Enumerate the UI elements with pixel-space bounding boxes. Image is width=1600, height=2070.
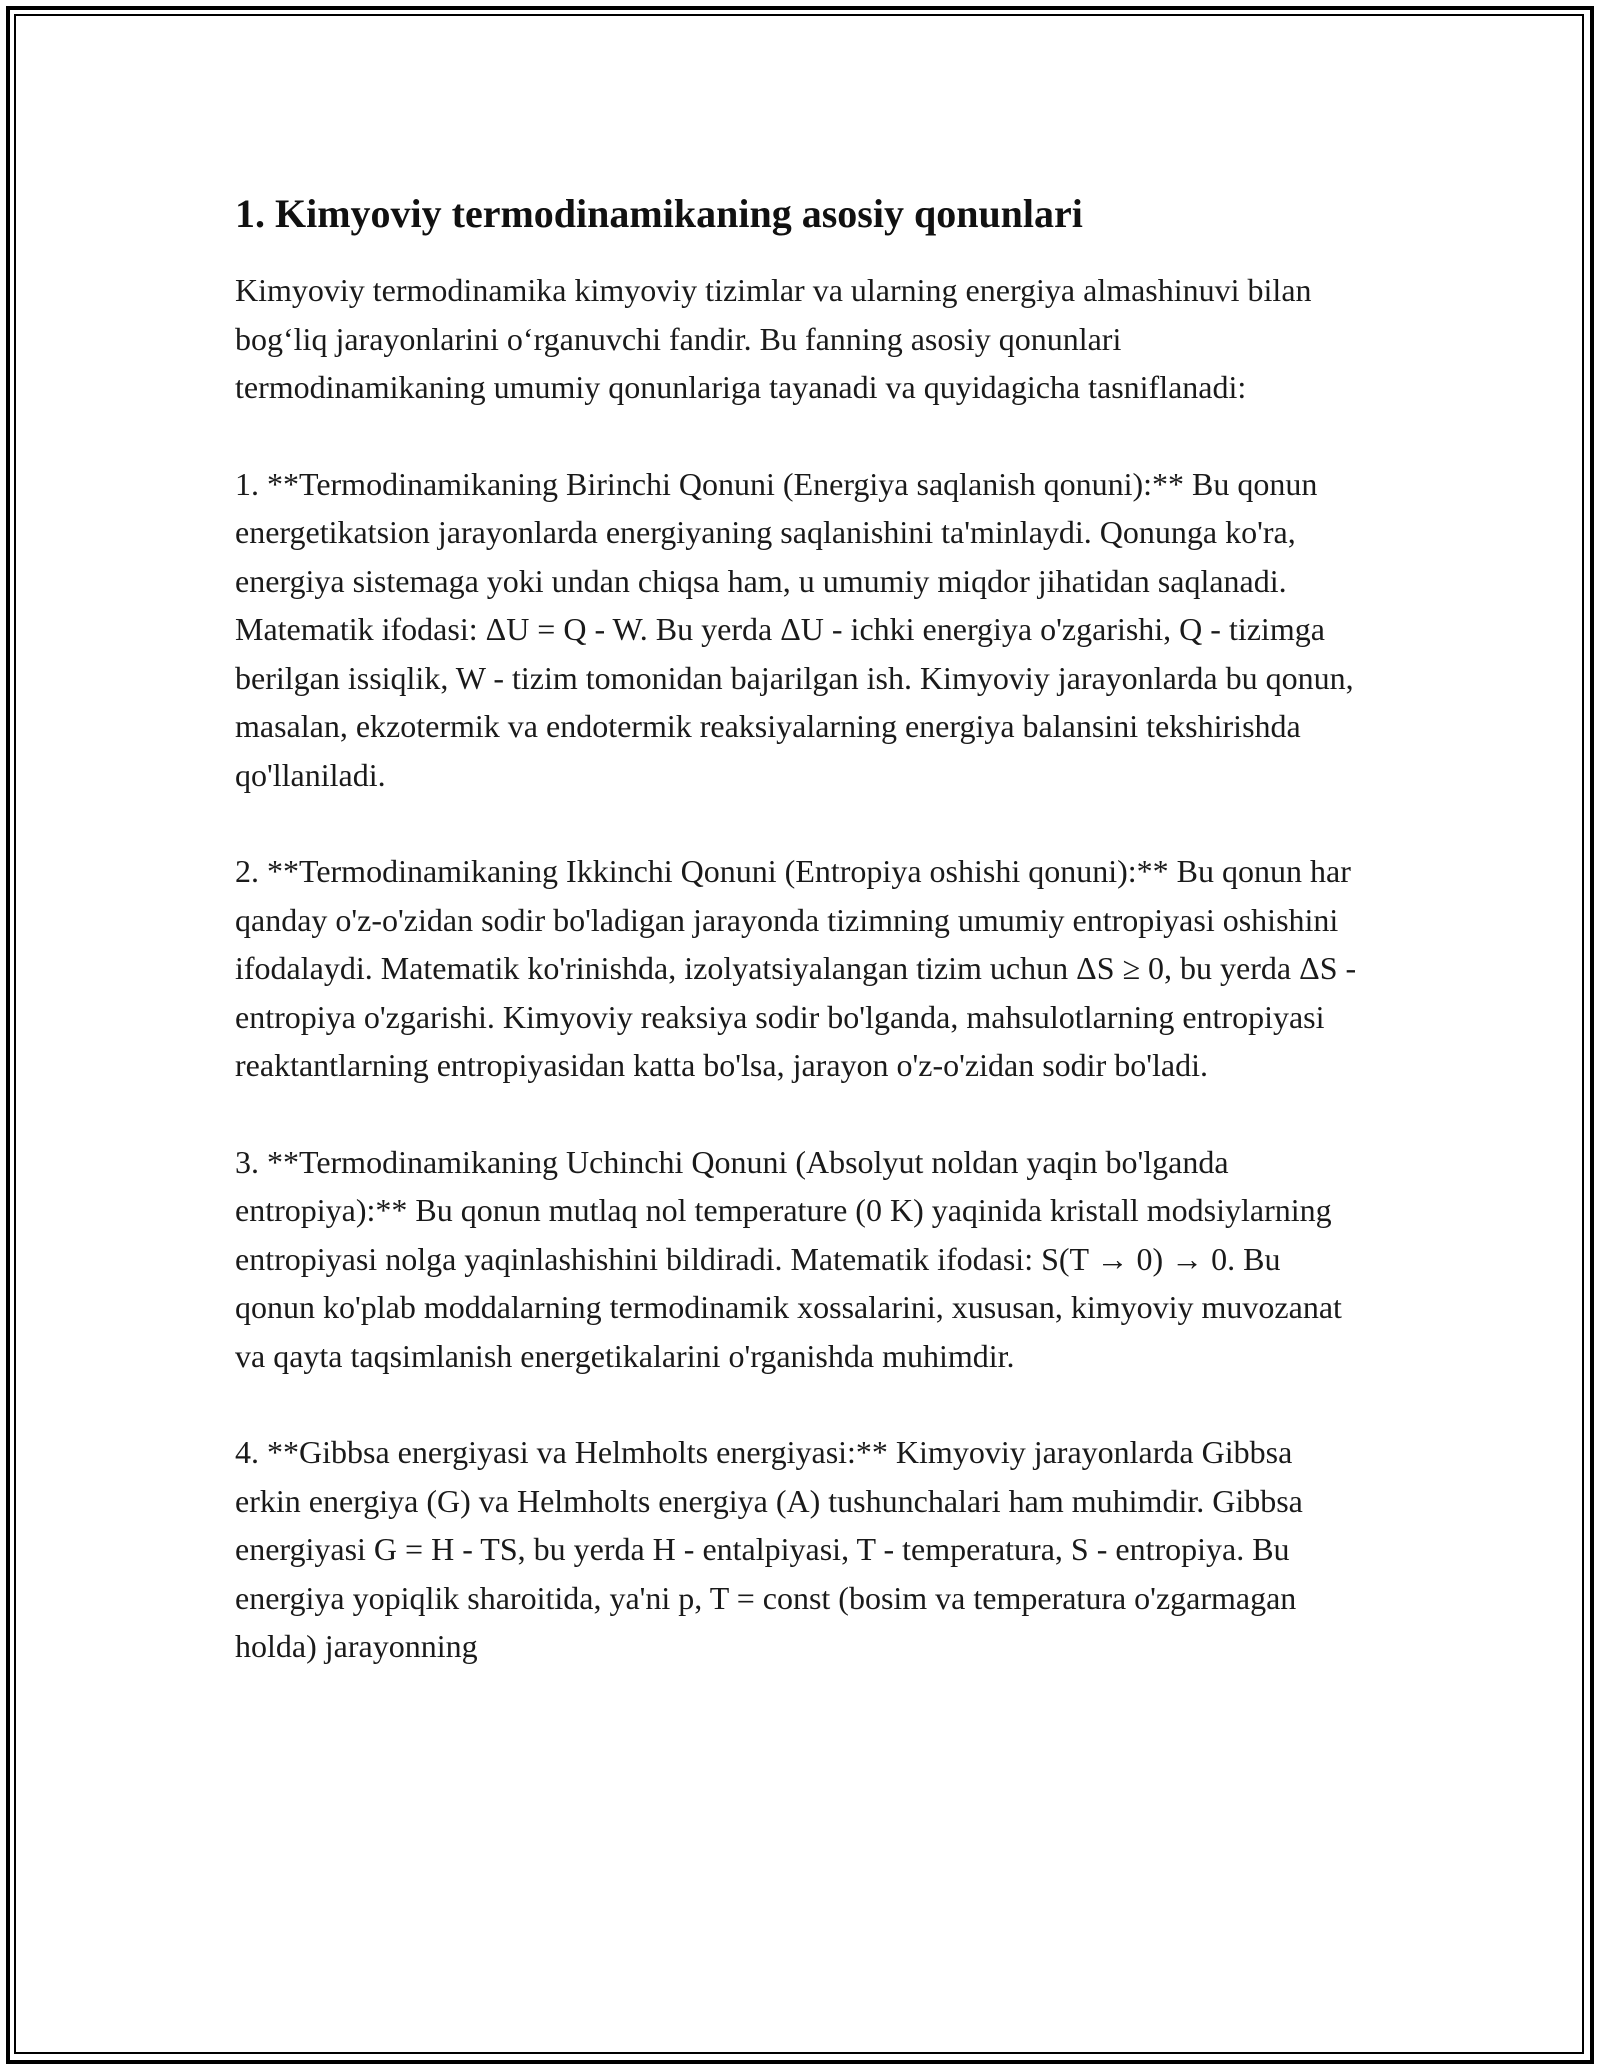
- gibbs-helmholtz-paragraph: 4. **Gibbsa energiyasi va Helmholts energiyasi:** Kimyoviy jarayonlarda Gibbsa erkin energiya (G) va Helmholts energiya (A) tushunchalari ham muhimdir. Gibbsa energiyasi G = H - TS, bu yerda H - entalpiyasi, T - temperatura, S - entropiya. Bu energiya yopiqlik sharoitida, ya'ni p, T = const (bosim va temperatura o'zgarmagan holda) jarayonning: [235, 1434, 1303, 1664]
- third-law-paragraph: 3. **Termodinamikaning Uchinchi Qonuni (Absolyut noldan yaqin bo'lganda entropiya):** Bu qonun mutlaq nol temperature (0 K) yaqinida kristall modsiylarning entropiyasi nolga yaqinlashishini bildiradi. Matematik ifodasi: S(T → 0) → 0. Bu qonun ko'plab moddalarning termodinamik xossalarini, xususan, kimyoviy muvozanat va qayta taqsimlanish energetikalarini o'rganishda muhimdir.: [235, 1143, 1342, 1374]
- first-law-paragraph: 1. **Termodinamikaning Birinchi Qonuni (Energiya saqlanish qonuni):** Bu qonun energetikatsion jarayonlarda energiyaning saqlanishini ta'minlaydi. Qonunga ko'ra, energiya sistemaga yoki undan chiqsa ham, u umumiy miqdor jihatidan saqlanadi. Matematik ifodasi: ΔU = Q - W. Bu yerda ΔU - ichki energiya o'zgarishi, Q - tizimga berilgan issiqlik, W - tizim tomonidan bajarilgan ish. Kimyoviy jarayonlarda bu qonun, masalan, ekzotermik va endotermik reaksiyalarning energiya balansini tekshirishda qo'llaniladi.: [235, 465, 1354, 793]
- intro-paragraph: Kimyoviy termodinamika kimyoviy tizimlar va ularning energiya almashinuvi bilan bog‘liq jarayonlarini o‘rganuvchi fandir. Bu fanning asosiy qonunlari termodinamikaning umumiy qonunlariga tayanadi va quyidagicha tasniflanadi:: [235, 272, 1312, 405]
- document-body: [235, 188, 1365, 1719]
- section-title: 1. Kimyoviy termodinamikaning asosiy qonunlari: [235, 191, 1083, 236]
- second-law-paragraph: 2. **Termodinamikaning Ikkinchi Qonuni (Entropiya oshishi qonuni):** Bu qonun har qanday o'z-o'zidan sodir bo'ladigan jarayonda tizimning umumiy entropiyasi oshishini ifodalaydi. Matematik ko'rinishda, izolyatsiyalangan tizim uchun ΔS ≥ 0, bu yerda ΔS - entropiya o'zgarishi. Kimyoviy reaksiya sodir bo'lganda, mahsulotlarning entropiyasi reaktantlarning entropiyasidan katta bo'lsa, jarayon o'z-o'zidan sodir bo'ladi.: [235, 853, 1357, 1083]
